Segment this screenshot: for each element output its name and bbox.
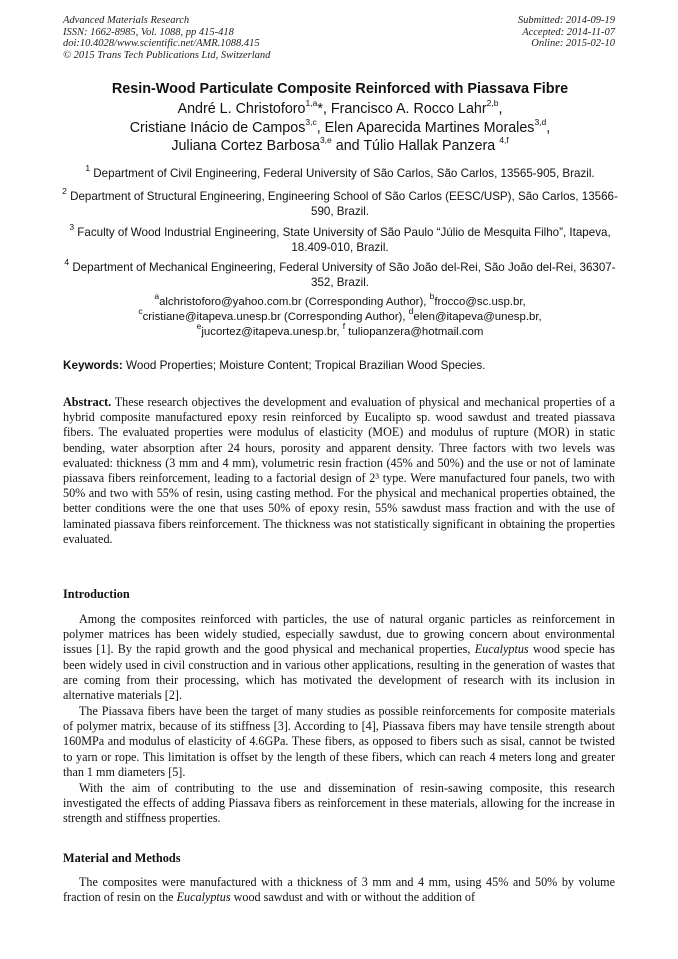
affiliation-number: 3	[69, 222, 75, 233]
affiliation	[55, 163, 625, 181]
author-name: Juliana Cortez Barbosa	[171, 138, 320, 154]
affiliation-number: 4	[64, 257, 70, 268]
doi: doi:10.4028/www.scientific.net/AMR.1088.415	[63, 38, 260, 49]
keywords-label: Keywords:	[63, 359, 123, 372]
keywords-text: Wood Properties; Moisture Content; Tropical Brazilian Wood Species.	[122, 359, 486, 372]
author-sup: 3,e	[319, 135, 332, 146]
journal-name: Advanced Materials Research	[63, 15, 190, 26]
italic-term: Eucalyptus	[474, 642, 529, 657]
affiliation	[55, 186, 625, 219]
author-name: André L. Christoforo	[177, 101, 306, 117]
author-name: , Elen Aparecida Martines Morales	[316, 119, 535, 136]
affiliation-text: Faculty of Wood Industrial Engineering, State University of São Paulo “Júlio de Mesquita Filho”, Itapeva, 18.409-010, Brazil.	[77, 226, 611, 254]
abstract-label: Abstract.	[63, 395, 112, 409]
dates-header	[518, 15, 615, 50]
paragraph	[63, 612, 615, 703]
journal-header	[63, 15, 270, 61]
section-heading-methods: Material and Methods	[63, 851, 181, 865]
paragraph-text: wood specie has been widely used in civil construction and in various other applications, resulting in the generation of wastes that are coming from their processing, which has motivated the development of research with its inclusion in alternative materials [2].	[63, 642, 615, 703]
affiliation	[55, 222, 625, 255]
paragraph: With the aim of contributing to the use and dissemination of resin-sawing composite, this research investigated the effects of adding Piassava fibers as reinforcement in these materials, allowing for the increase in strength and stiffness properties.	[63, 781, 615, 826]
author-sup: 4,f	[499, 135, 509, 146]
author-sup: 3,c	[305, 116, 317, 127]
copyright: © 2015 Trans Tech Publications Ltd, Switzerland	[63, 49, 271, 61]
issn: ISSN: 1662-8985, Vol. 1088, pp 415-418	[63, 26, 234, 38]
email[interactable]: cristiane@itapeva.unesp.br (Corresponding Author),	[142, 311, 409, 323]
author-list	[40, 100, 640, 156]
email[interactable]: frocco@sc.usp.br,	[434, 296, 526, 308]
author-sup: 3,d	[534, 116, 547, 127]
abstract-text: These research objectives the development and evaluation of physical and mechanical properties of a hybrid composite manufactured epoxy resin reinforced by Eucalipto sp. wood sawdust and treated piassava fibers. The evaluated properties were modulus of elasticity (MOE) and modulus of rupture (MOR) in static bending, water absorption after 24 hours, porosity and apparent density. Three factors with two levels was evaluated: thickness (3 mm and 4 mm), volumetric resin fraction (45% and 50%) and the use or not of laminate piassava fibers reinforcement, leading to a factorial design of 2³ type. Were manufactured four panels, two with 50% and two with 55% of resin, using casting method. For the physical and mechanical properties obtained, the better conditions were the one that uses 50% of epoxy resin, 55% sawdust mass fraction and with the use of laminated piassava fibers reinforcement. The thickness was not statistically significant in obtaining the properties evaluated.	[63, 395, 615, 546]
accepted-date: Accepted: 2014-11-07	[522, 26, 615, 38]
email[interactable]: alchristoforo@yahoo.com.br (Corresponding Author),	[159, 296, 430, 308]
author-name: Francisco A. Rocco Lahr	[330, 101, 487, 117]
email[interactable]: tuliopanzera@hotmail.com	[345, 326, 484, 338]
section-heading-introduction: Introduction	[63, 587, 130, 601]
keywords	[63, 359, 623, 372]
paragraph-text: Among the composites reinforced with particles, the use of natural organic particles as reinforcement in polymer matrices has been widely studied, especially sawdust, due to growing concern about environmental issues [1]. By the rapid growth and the good physical and mechanical properties,	[63, 612, 615, 657]
author-name: and Túlio Hallak Panzera	[331, 138, 500, 154]
affiliation-text: Department of Mechanical Engineering, Federal University of São João del-Rei, São João del-Rei, 36307-352, Brazil.	[72, 261, 616, 289]
affiliation-text: Department of Structural Engineering, Engineering School of São Carlos (EESC/USP), São Carlos, 13566-590, Brazil.	[70, 190, 618, 218]
author-sup: 2,b	[486, 98, 499, 109]
email[interactable]: jucortez@itapeva.unesp.br,	[201, 326, 343, 338]
paragraph-text: The composites were manufactured with a thickness of 3 mm and 4 mm, using 45% and 50% by volume fraction of resin on the	[63, 875, 615, 905]
author-separator: ,	[546, 119, 551, 136]
author-sup: 1,a	[305, 98, 318, 109]
affiliation	[55, 257, 625, 290]
submitted-date: Submitted: 2014-09-19	[517, 15, 615, 26]
affiliation-number: 1	[85, 163, 91, 174]
paragraph: The Piassava fibers have been the target of many studies as possible reinforcements for composite materials of polymer matrix, because of its stiffness [3]. According to [4], Piassava fibers may have tensile strength about 160MPa and modulus of elasticity of 4.6GPa. These fibers, as opposed to fibers such as sisal, cannot be twisted to yarn or rope. This limitation is offset by the length of these fibers, which can reach 4 meters long and greater than 1 mm diameters [5].	[63, 704, 615, 779]
paper-title: Resin-Wood Particulate Composite Reinforced with Piassava Fibre	[111, 81, 569, 97]
email[interactable]: elen@itapeva@unesp.br,	[413, 311, 542, 323]
author-separator: ,	[498, 101, 503, 117]
online-date: Online: 2015-02-10	[531, 38, 615, 49]
affiliation-text: Department of Civil Engineering, Federal University of São Carlos, São Carlos, 13565-905, Brazil.	[93, 167, 595, 180]
paragraph-text: wood sawdust and with or without the addition of	[230, 890, 476, 905]
author-name: Cristiane Inácio de Campos	[129, 119, 306, 136]
italic-term: Eucalyptus	[176, 890, 231, 905]
author-separator: *,	[317, 101, 331, 117]
paragraph	[63, 875, 615, 905]
abstract	[63, 395, 615, 547]
email-list: $^a$alchristoforo@yahoo.com.br (Corresponding Author), $^b$frocco@sc.usp.br, $^c$cristiane@itapeva.unesp.br (Corresponding Author), $^d$elen@itapeva@unesp.br, $^e$jucortez@itapeva.unesp.br, $^f$ tuliopanzera@hotmail.com	[138, 291, 542, 338]
affiliation-number: 2	[62, 186, 67, 197]
